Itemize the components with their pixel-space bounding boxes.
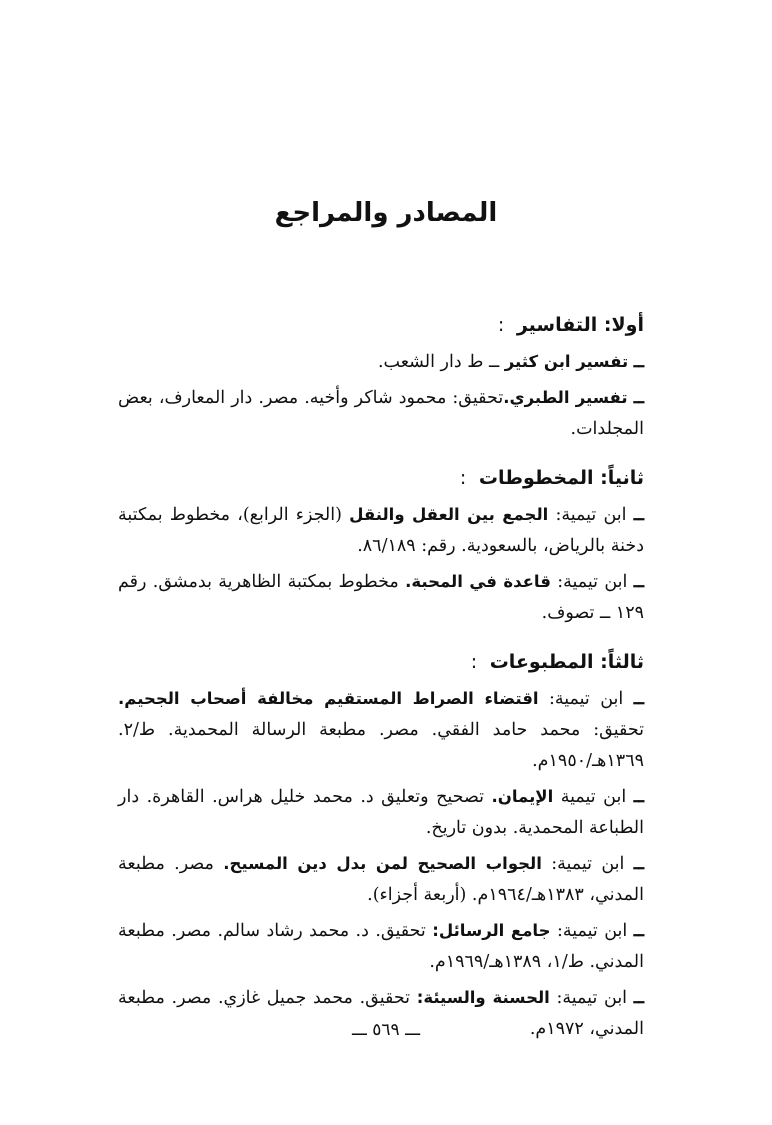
section-manuscripts [118, 461, 644, 629]
reference-entry [118, 915, 644, 978]
entry-title: تفسير ابن كثير [504, 352, 629, 371]
section-heading-text: أولا: التفاسير [516, 314, 644, 336]
entry-details: تصحيح وتعليق د. محمد خليل هراس. القاهرة. دار الطباعة المحمدية. بدون تاريخ. [118, 787, 644, 838]
entry-details: ــ ط دار الشعب. [377, 352, 505, 372]
entry-dash: ــ [633, 854, 644, 874]
page-number: ـــ ٥٦٩ ـــ [351, 1020, 421, 1040]
entry-title: الحسنة والسيئة: [416, 988, 550, 1007]
reference-entry [118, 848, 644, 911]
entry-title: الجمع بين العقل والنقل [349, 505, 549, 524]
reference-entry [118, 382, 644, 445]
section-heading-suffix: : [459, 467, 467, 489]
section-heading [118, 308, 644, 342]
section-heading-suffix: : [497, 314, 505, 336]
entry-details: (الجزء الرابع)، مخطوط بمكتبة دخنة بالرياض، بالسعودية. رقم: ٨٦/١٨٩. [118, 505, 644, 556]
reference-entry [118, 346, 644, 378]
entry-title: اقتضاء الصراط المستقيم مخالفة أصحاب الجحيم. [118, 689, 539, 708]
entry-dash: ــ [633, 388, 644, 408]
entry-author: ابن تيمية [553, 787, 627, 807]
entry-dash: ــ [633, 988, 644, 1008]
reference-entry [118, 499, 644, 562]
entry-author: ابن تيمية: [538, 689, 624, 709]
entry-details: تحقيق: محمود شاكر وأخيه. مصر. دار المعارف، بعض المجلدات. [118, 388, 644, 439]
entry-title: قاعدة في المحبة. [405, 572, 551, 591]
entry-title: جامع الرسائل: [432, 921, 551, 940]
entry-author: ابن تيمية: [549, 988, 628, 1008]
section-heading-text: ثانياً: المخطوطات [478, 467, 644, 489]
entry-details: تحقيق. د. محمد رشاد سالم. مصر. مطبعة المدني. ط/١، ١٣٨٩هـ/١٩٦٩م. [118, 921, 644, 972]
entry-details: مصر. مطبعة المدني، ١٣٨٣هـ/١٩٦٤م. (أربعة أجزاء). [118, 854, 644, 905]
section-heading-text: ثالثاً: المطبوعات [489, 651, 644, 673]
entry-dash: ــ [633, 689, 644, 709]
entry-dash: ــ [633, 572, 644, 592]
entry-author: ابن تيمية: [550, 572, 628, 592]
page-title: المصادر والمراجع [274, 198, 498, 228]
reference-entry [118, 566, 644, 629]
entry-details: تحقيق: محمد حامد الفقي. مصر. مطبعة الرسالة المحمدية. ط/٢. ١٣٦٩هـ/١٩٥٠م. [118, 720, 644, 771]
section-heading [118, 461, 644, 495]
references-content [118, 308, 644, 1061]
entry-author: ابن تيمية: [550, 921, 628, 941]
entry-author: ابن تيمية: [548, 505, 627, 525]
entry-title: الإيمان. [491, 787, 554, 806]
section-heading-suffix: : [470, 651, 478, 673]
reference-entry [118, 683, 644, 777]
entry-title: الجواب الصحيح لمن بدل دين المسيح. [223, 854, 542, 873]
entry-dash: ــ [633, 921, 644, 941]
reference-entry [118, 781, 644, 844]
section-heading [118, 645, 644, 679]
entry-dash: ــ [633, 787, 644, 807]
entry-details: مخطوط بمكتبة الظاهرية بدمشق. رقم ١٢٩ ــ تصوف. [118, 572, 644, 623]
section-tafsir [118, 308, 644, 445]
entry-details: تحقيق. محمد جميل غازي. مصر. مطبعة المدني، ١٩٧٢م. [118, 988, 644, 1039]
entry-title: تفسير الطبري. [503, 388, 628, 407]
entry-dash: ــ [633, 505, 644, 525]
entry-dash: ــ [633, 352, 644, 372]
entry-author: ابن تيمية: [541, 854, 625, 874]
section-printed [118, 645, 644, 1045]
